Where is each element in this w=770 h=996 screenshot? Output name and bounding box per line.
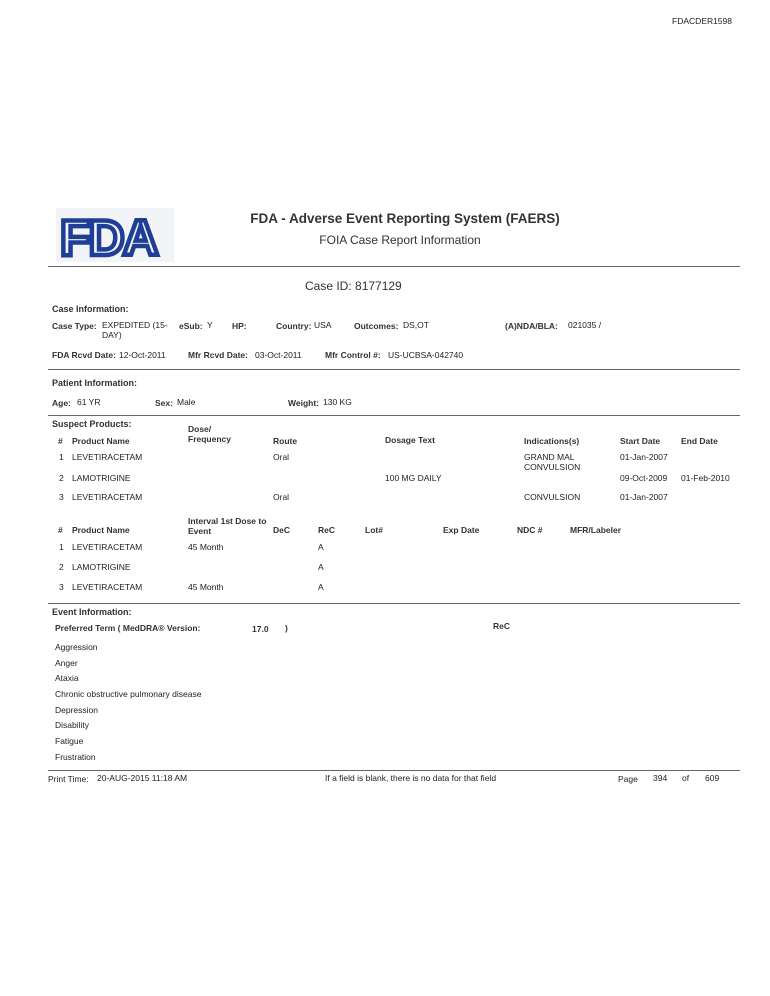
patient-info-heading: Patient Information: — [52, 378, 137, 388]
row2-rec: A — [318, 562, 324, 572]
row-product: LAMOTRIGINE — [72, 473, 131, 483]
of-label: of — [682, 773, 690, 783]
weight-label: Weight: — [288, 398, 320, 408]
col-start-date: Start Date — [620, 436, 661, 446]
fda-rcvd-value: 12-Oct-2011 — [119, 350, 166, 360]
age-label: Age: — [52, 398, 71, 408]
col-dose-frequency: Dose/ Frequency — [188, 424, 231, 444]
outcomes-label: Outcomes: — [354, 321, 399, 331]
event-info-heading: Event Information: — [52, 607, 132, 617]
row2-num: 3 — [59, 582, 64, 592]
age-value: 61 YR — [77, 397, 101, 407]
row2-product: LAMOTRIGINE — [72, 562, 131, 572]
col2-interval: Interval 1st Dose to Event — [188, 516, 267, 536]
event-term: Fatigue — [55, 736, 84, 746]
row2-interval: 45 Month — [188, 542, 224, 552]
mfr-control-value: US-UCBSA-042740 — [388, 350, 464, 360]
row-start-date: 01-Jan-2007 — [620, 452, 668, 462]
row-num: 1 — [59, 452, 64, 462]
row-indication: CONVULSION — [524, 492, 581, 502]
country-label: Country: — [276, 321, 312, 331]
event-term: Disability — [55, 720, 90, 730]
fda-logo-text: FDA — [60, 210, 157, 262]
col2-num: # — [58, 525, 63, 535]
report-title: FDA - Adverse Event Reporting System (FAERS) — [250, 211, 560, 226]
col2-product-name: Product Name — [72, 525, 130, 535]
meddra-version: 17.0 — [252, 624, 269, 634]
mfr-rcvd-value: 03-Oct-2011 — [255, 350, 302, 360]
row-dosage-text: 100 MG DAILY — [385, 473, 442, 483]
col2-ndc: NDC # — [517, 525, 543, 535]
print-time-value: 20-AUG-2015 11:18 AM — [97, 773, 188, 783]
row2-num: 2 — [59, 562, 64, 572]
row-num: 3 — [59, 492, 64, 502]
row2-rec: A — [318, 542, 324, 552]
row2-product: LEVETIRACETAM — [72, 542, 143, 552]
hp-label: HP: — [232, 321, 247, 331]
row-route: Oral — [273, 492, 290, 502]
anda-label: (A)NDA/BLA: — [505, 321, 558, 331]
event-term: Depression — [55, 705, 98, 715]
row-product: LEVETIRACETAM — [72, 452, 143, 462]
divider — [48, 266, 740, 267]
event-rec-label: ReC — [493, 621, 511, 631]
divider — [48, 770, 740, 771]
col-dosage-text: Dosage Text — [385, 435, 435, 445]
col-end-date: End Date — [681, 436, 718, 446]
print-time-label: Print Time: — [48, 774, 89, 784]
country-value: USA — [314, 320, 332, 330]
case-type-value: EXPEDITED (15-DAY) — [102, 320, 168, 340]
page-label: Page — [618, 774, 638, 784]
document-id: FDACDER1598 — [672, 16, 732, 26]
row2-product: LEVETIRACETAM — [72, 582, 143, 592]
case-id: Case ID: 8177129 — [305, 279, 402, 293]
col2-exp-date: Exp Date — [443, 525, 480, 535]
suspect-products-heading: Suspect Products: — [52, 419, 132, 429]
blank-field-note: If a field is blank, there is no data for that field — [325, 773, 497, 783]
esub-value: Y — [207, 320, 213, 330]
row-route: Oral — [273, 452, 290, 462]
divider — [48, 369, 740, 370]
report-subtitle: FOIA Case Report Information — [319, 233, 481, 247]
col-indications: Indications(s) — [524, 436, 580, 446]
col2-mfr-labeler: MFR/Labeler — [570, 525, 622, 535]
divider — [48, 603, 740, 604]
row-start-date: 09-Oct-2009 — [620, 473, 668, 483]
event-term: Ataxia — [55, 673, 79, 683]
weight-value: 130 KG — [323, 397, 352, 407]
preferred-term-label: Preferred Term ( MedDRA® Version: — [55, 623, 201, 633]
outcomes-value: DS,OT — [403, 320, 429, 330]
event-term: Aggression — [55, 642, 98, 652]
sex-value: Male — [177, 397, 196, 407]
row-num: 2 — [59, 473, 64, 483]
event-term: Chronic obstructive pulmonary disease — [55, 689, 202, 699]
row-indication: GRAND MAL CONVULSION — [524, 452, 581, 472]
col-product-name: Product Name — [72, 436, 130, 446]
page-total: 609 — [705, 773, 720, 783]
row-product: LEVETIRACETAM — [72, 492, 143, 502]
row2-rec: A — [318, 582, 324, 592]
divider — [48, 415, 740, 416]
row-end-date: 01-Feb-2010 — [681, 473, 730, 483]
case-type-label: Case Type: — [52, 321, 97, 331]
row2-interval: 45 Month — [188, 582, 224, 592]
row2-num: 1 — [59, 542, 64, 552]
event-term: Frustration — [55, 752, 96, 762]
mfr-control-label: Mfr Control #: — [325, 350, 381, 360]
fda-rcvd-label: FDA Rcvd Date: — [52, 350, 116, 360]
col-num: # — [58, 436, 63, 446]
col-route: Route — [273, 436, 298, 446]
sex-label: Sex: — [155, 398, 173, 408]
event-term: Anger — [55, 658, 78, 668]
anda-value: 021035 / — [568, 320, 602, 330]
col2-lot: Lot# — [365, 525, 383, 535]
page-number: 394 — [653, 773, 668, 783]
col2-dec: DeC — [273, 525, 291, 535]
col2-rec: ReC — [318, 525, 336, 535]
esub-label: eSub: — [179, 321, 203, 331]
version-close-paren: ) — [285, 623, 288, 633]
row-start-date: 01-Jan-2007 — [620, 492, 668, 502]
case-info-heading: Case Information: — [52, 304, 129, 314]
mfr-rcvd-label: Mfr Rcvd Date: — [188, 350, 248, 360]
